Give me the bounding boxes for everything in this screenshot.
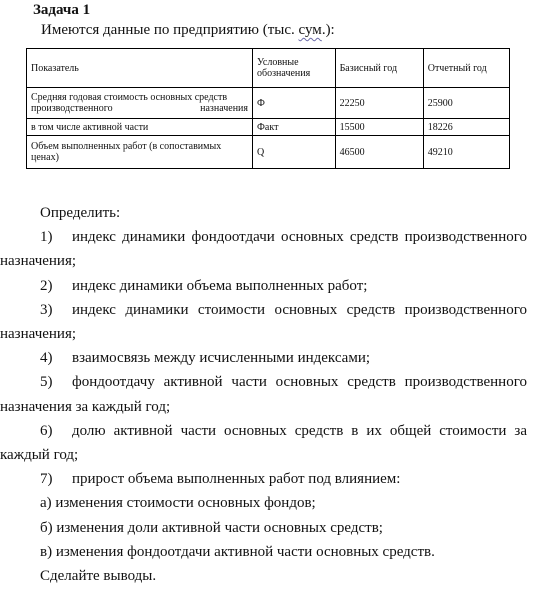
list-item: 7) прирост объема выполненных работ под влиянием: xyxy=(40,471,401,488)
data-table xyxy=(26,48,510,169)
intro-before: Имеются данные по предприятию (тыс. xyxy=(41,22,299,38)
intro-after: .): xyxy=(321,22,335,38)
intro-unit: сум xyxy=(298,22,322,38)
list-item: 5) фондоотдачу активной части основных средств производственного назначения за каждый год; xyxy=(0,374,527,415)
task-heading: Определить: xyxy=(40,205,121,221)
header-report-year: Отчетный год xyxy=(423,49,509,88)
header-symbol: Условные обозначения xyxy=(253,49,336,88)
sub-item: а) изменения стоимости основных фондов; xyxy=(40,495,316,512)
intro-text xyxy=(41,22,335,39)
row-label: Объем выполненных работ (в сопоставимых ценах) xyxy=(27,136,253,169)
row-base: 15500 xyxy=(335,119,423,136)
table-row xyxy=(27,119,510,136)
list-item: 6) долю активной части основных средств в их общей стоимости за каждый год; xyxy=(0,422,527,464)
row-base: 46500 xyxy=(335,136,423,169)
table-row xyxy=(27,88,510,119)
header-indicator: Показатель xyxy=(27,49,253,88)
list-item: 1) индекс динамики фондоотдачи основных средств производственного назначения; xyxy=(0,229,527,270)
header-base-year: Базисный год xyxy=(335,49,423,88)
list-item: 4) взаимосвязь между исчисленными индексами; xyxy=(40,350,371,367)
list-item: 2) индекс динамики объема выполненных работ; xyxy=(40,277,368,294)
list-item: 3) индекс динамики стоимости основных средств производственного назначения; xyxy=(0,301,527,343)
row-label: Средняя годовая стоимость основных средств производственного назначения xyxy=(27,88,253,119)
conclusion: Сделайте выводы. xyxy=(40,568,157,585)
task-list xyxy=(0,201,527,588)
row-report: 49210 xyxy=(423,136,509,169)
row-base: 22250 xyxy=(335,88,423,119)
row-symbol: Ф xyxy=(253,88,336,119)
row-symbol: Q xyxy=(253,136,336,169)
row-report: 25900 xyxy=(423,88,509,119)
task-title: Задача 1 xyxy=(33,2,91,18)
table-row xyxy=(27,136,510,169)
table-header-row xyxy=(27,49,510,88)
row-label: в том числе активной части xyxy=(27,119,253,136)
sub-item: б) изменения доли активной части основных средств; xyxy=(40,519,383,536)
row-report: 18226 xyxy=(423,119,509,136)
row-symbol: Факт xyxy=(253,119,336,136)
sub-item: в) изменения фондоотдачи активной части основных средств. xyxy=(40,543,435,560)
